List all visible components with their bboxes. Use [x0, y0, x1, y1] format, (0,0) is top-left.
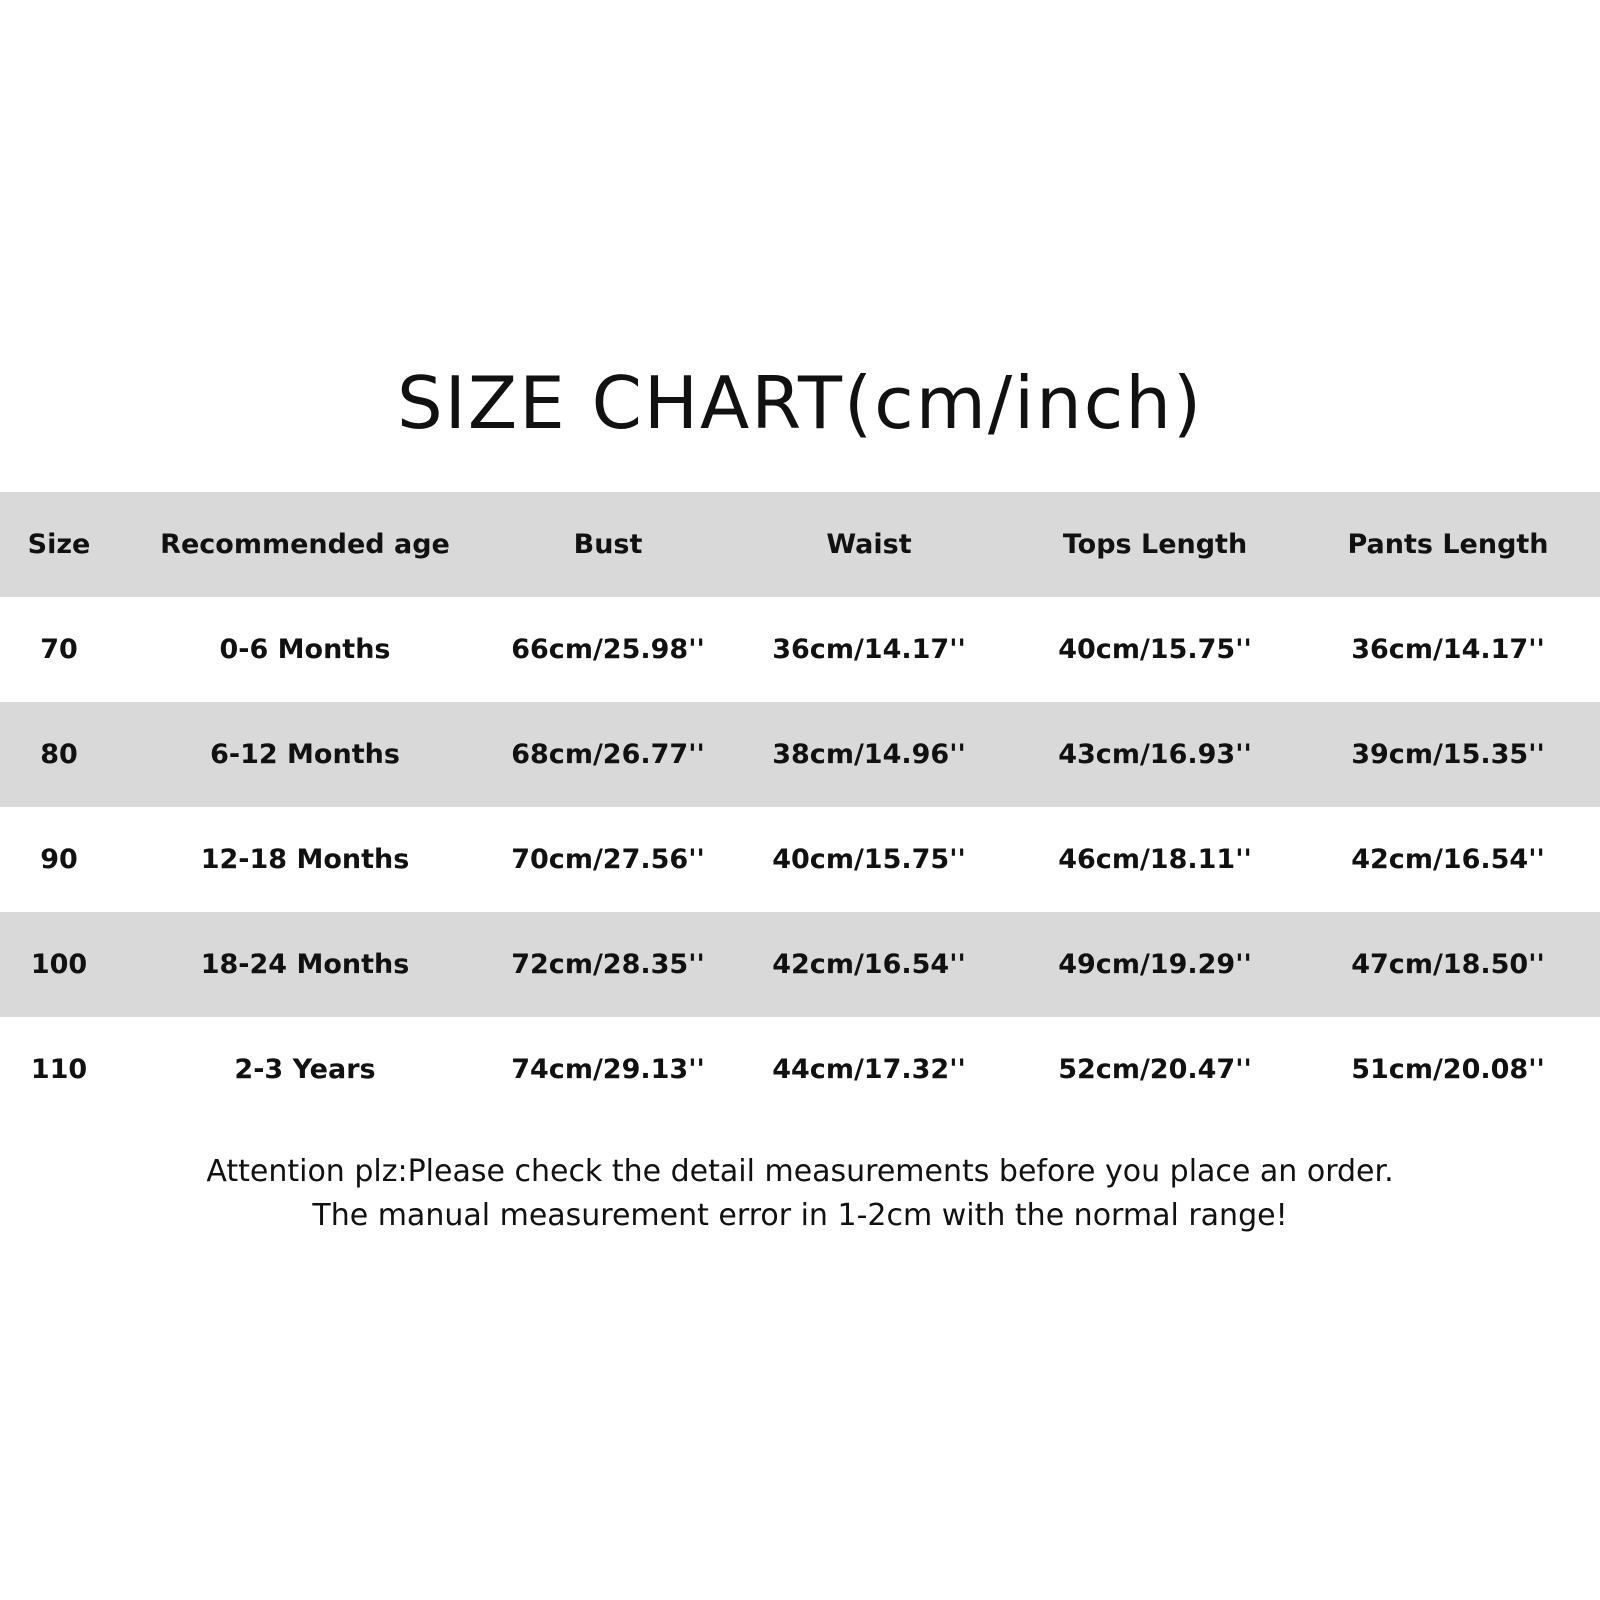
header-pants-length: Pants Length: [1347, 529, 1549, 560]
cell-pants-length: 42cm/16.54'': [1351, 844, 1545, 875]
cell-age: 18-24 Months: [200, 949, 410, 980]
cell-tops-length: 43cm/16.93'': [1058, 739, 1252, 770]
attention-notes: [0, 1150, 1600, 1238]
cell-bust: 72cm/28.35'': [511, 949, 705, 980]
header-bust: Bust: [573, 529, 643, 560]
header-size: Size: [27, 529, 91, 560]
cell-pants-length: 36cm/14.17'': [1351, 634, 1545, 665]
cell-pants-length: 47cm/18.50'': [1351, 949, 1545, 980]
cell-tops-length: 49cm/19.29'': [1058, 949, 1252, 980]
cell-pants-length: 39cm/15.35'': [1351, 739, 1545, 770]
cell-age: 6-12 Months: [210, 739, 400, 770]
table-row: [0, 807, 1600, 912]
cell-size: 110: [30, 1054, 88, 1085]
cell-bust: 66cm/25.98'': [511, 634, 705, 665]
header-tops-length: Tops Length: [1062, 529, 1248, 560]
table-row: [0, 912, 1600, 1017]
cell-tops-length: 40cm/15.75'': [1058, 634, 1252, 665]
cell-size: 70: [40, 634, 78, 665]
page-title: SIZE CHART(cm/inch): [396, 361, 1204, 445]
header-recommended-age: Recommended age: [160, 529, 450, 560]
cell-tops-length: 46cm/18.11'': [1058, 844, 1252, 875]
cell-tops-length: 52cm/20.47'': [1058, 1054, 1252, 1085]
cell-bust: 68cm/26.77'': [511, 739, 705, 770]
table-row: [0, 597, 1600, 702]
cell-pants-length: 51cm/20.08'': [1351, 1054, 1545, 1085]
cell-age: 0-6 Months: [219, 634, 391, 665]
cell-size: 100: [30, 949, 88, 980]
attention-note-line: Attention plz:Please check the detail measurements before you place an order.: [206, 1154, 1394, 1189]
table-row: [0, 1017, 1600, 1122]
cell-waist: 44cm/17.32'': [772, 1054, 966, 1085]
cell-waist: 42cm/16.54'': [772, 949, 966, 980]
table-row: [0, 702, 1600, 807]
cell-age: 12-18 Months: [200, 844, 410, 875]
cell-size: 90: [40, 844, 78, 875]
table-header-row: [0, 492, 1600, 597]
cell-waist: 38cm/14.96'': [772, 739, 966, 770]
cell-waist: 36cm/14.17'': [772, 634, 966, 665]
measurement-error-note-line: The manual measurement error in 1-2cm with the normal range!: [312, 1198, 1288, 1233]
cell-bust: 70cm/27.56'': [511, 844, 705, 875]
cell-age: 2-3 Years: [234, 1054, 376, 1085]
size-chart-table: [0, 492, 1600, 1122]
cell-bust: 74cm/29.13'': [511, 1054, 705, 1085]
header-waist: Waist: [826, 529, 912, 560]
cell-size: 80: [40, 739, 78, 770]
cell-waist: 40cm/15.75'': [772, 844, 966, 875]
